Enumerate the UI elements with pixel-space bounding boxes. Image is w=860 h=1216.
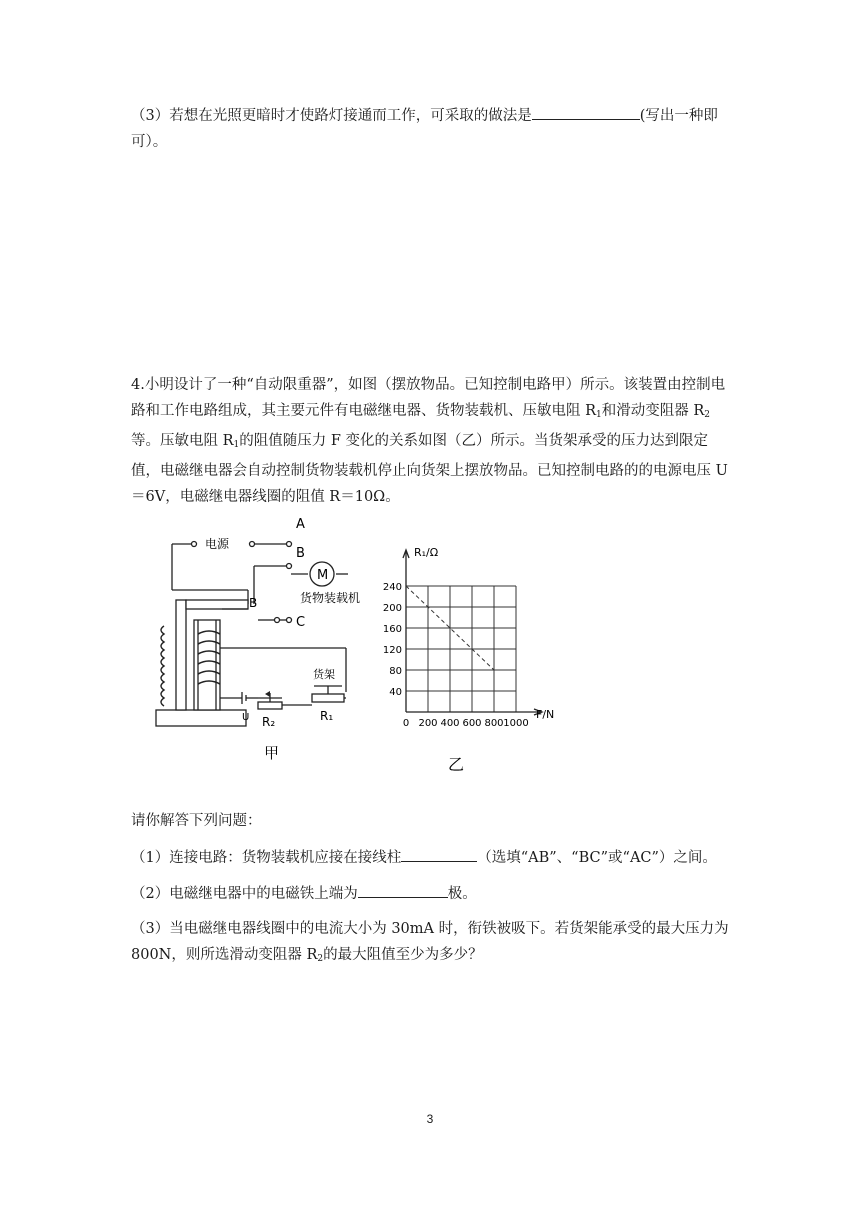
subscript: 1 — [596, 410, 602, 420]
q4-sub3 — [131, 916, 731, 972]
y-tick-label: 160 — [382, 624, 402, 635]
answer-blank[interactable] — [358, 880, 448, 898]
subscript: 2 — [704, 410, 711, 420]
q4-intro-text: 4.小明设计了一种“自动限重器”，如图（摆放物品。已知控制电路甲）所示。该装置由控制电路和工作电路组成，其主要元件有电磁继电器、货物装载机、压敏电阻 R — [131, 377, 726, 419]
r2-label: R₂ — [262, 715, 276, 729]
figure-yi-caption: 乙 — [448, 755, 465, 774]
q4-prompt: 请你解答下列问题： — [131, 813, 262, 829]
q4-sub1 — [131, 844, 731, 871]
x-axis-label: F/N — [536, 708, 555, 721]
x-tick-label: 800 — [484, 718, 504, 729]
q4-sub2 — [131, 880, 731, 907]
subscript: 2 — [317, 954, 324, 964]
terminal-b-label: B — [296, 546, 305, 561]
q4-intro-text: 等。压敏电阻 R — [131, 433, 234, 449]
q4-intro-text: 的阻值随压力 F 变化的关系如图（乙）所示。当货架承受的压力达到限定值，电磁继电器会自动控制货物装载机停止向货架上摆放物品。已知控制电路的的电源电压 U＝6V，电磁继电器线圈的阻值 R＝10Ω。 — [131, 433, 728, 505]
q4-sub2-text-tail: 极。 — [447, 886, 477, 902]
y-tick-label: 120 — [382, 645, 402, 656]
y-tick-label: 200 — [382, 603, 402, 614]
motor-icon: M — [317, 568, 329, 583]
q4-intro-text: 和滑动变阻器 R — [601, 403, 705, 419]
q4-intro — [131, 372, 731, 510]
y-tick-label: 40 — [389, 687, 402, 698]
graph-yi — [370, 508, 555, 778]
x-tick-label: 0 — [402, 718, 410, 729]
subscript: 1 — [233, 440, 240, 450]
q4-sub3-text: （3）当电磁继电器线圈中的电流大小为 30mA 时，衔铁被吸下。若货架能承受的最大压力为 800N，则所选滑动变阻器 R — [131, 921, 729, 963]
page-number: 3 — [426, 1112, 434, 1126]
figure — [150, 508, 555, 778]
r1-label: R₁ — [320, 709, 334, 723]
u-label: U — [242, 712, 250, 723]
slider-arrow-icon — [265, 691, 270, 697]
x-tick-label: 1000 — [503, 718, 529, 729]
q3-prev-text-tail: (写出一种即可）。 — [131, 108, 718, 150]
power-source-label: 电源 — [205, 537, 230, 551]
x-tick-label: 600 — [462, 718, 482, 729]
answer-blank[interactable] — [532, 102, 640, 120]
figure-jia-caption: 甲 — [264, 744, 280, 762]
y-tick-label: 80 — [389, 666, 402, 677]
y-axis-label: R₁/Ω — [414, 546, 439, 559]
shelf-label: 货架 — [313, 668, 335, 681]
q3-prev-text: （3）若想在光照更暗时才使路灯接通而工作，可采取的做法是 — [131, 108, 532, 124]
q4-sub2-text: （2）电磁继电器中的电磁铁上端为 — [131, 886, 358, 902]
q4-sub1-text-tail: （选填“AB”、“BC”或“AC”）之间。 — [477, 850, 717, 866]
x-tick-label: 400 — [440, 718, 460, 729]
q3-prev-question — [131, 102, 731, 155]
loader-label: 货物装载机 — [300, 591, 361, 605]
terminal-c-label: C — [296, 615, 306, 630]
q4-sub3-text-tail: 的最大阻值至少为多少？ — [323, 947, 483, 963]
y-tick-label: 240 — [382, 582, 402, 593]
x-tick-label: 200 — [418, 718, 438, 729]
q4-sub1-text: （1）连接电路：货物装载机应接在接线柱 — [131, 850, 402, 866]
answer-blank[interactable] — [401, 844, 477, 862]
armature-b-label: B — [249, 596, 258, 610]
terminal-a-label: A — [296, 517, 305, 532]
